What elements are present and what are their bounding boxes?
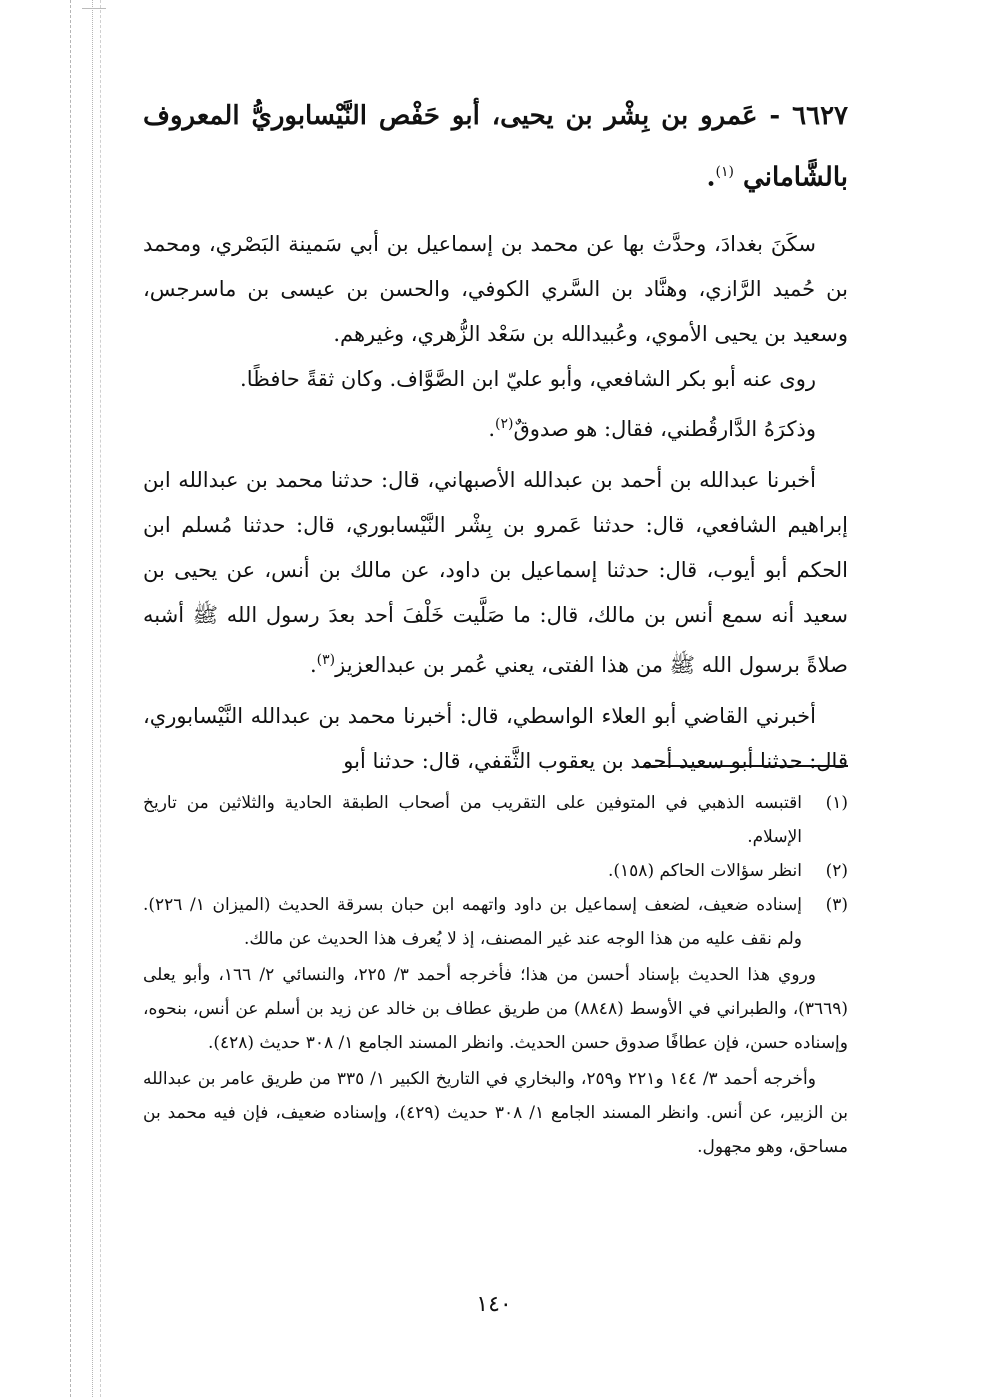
body-paragraph-5: أخبرني القاضي أبو العلاء الواسطي، قال: أخبرنا محمد بن عبدالله النَّيْسابوري، قال: حدثنا أبو سعيد أحمد بن يعقوب الثَّقفي، قال: حدثنا أبو bbox=[143, 703, 848, 773]
body-paragraph-3-end: . bbox=[488, 416, 496, 441]
scan-edge-line bbox=[70, 0, 71, 1397]
body-paragraph-2: روى عنه أبو بكر الشافعي، وأبو عليّ ابن الصَّوَّاف. وكان ثقةً حافظًا. bbox=[240, 366, 816, 391]
body-paragraph-3 bbox=[143, 402, 848, 452]
footnote-ref-2: (٢) bbox=[495, 415, 514, 432]
footnote-text: إسناده ضعيف، لضعف إسماعيل بن داود واتهمه ابن حبان بسرقة الحديث (الميزان ١/ ٢٢٦). ولم نقف عليه من هذا الوجه عند غير المصنف، إذ لا يُعرف هذا الحديث عن مالك. bbox=[143, 895, 802, 949]
footnote-3 bbox=[143, 888, 848, 956]
body-paragraph-4 bbox=[143, 458, 848, 688]
footnote-number: (٢) bbox=[825, 861, 848, 881]
footnote-ref-3: (٣) bbox=[316, 651, 336, 668]
footnote-1 bbox=[143, 786, 848, 854]
footnotes bbox=[143, 786, 848, 1164]
body-paragraph-1: سكَنَ بغدادَ، وحدَّث بها عن محمد بن إسماعيل بن أبي سَمينة البَصْري، ومحمد بن حُميد الرَّازي، وهنَّاد بن السَّري الكوفي، والحسن بن عيسى بن ماسرجس، وسعيد بن يحيى الأموي، وعُبيدالله بن سَعْد الزُّهري، وغيرهم. bbox=[143, 231, 848, 346]
main-text bbox=[143, 88, 848, 784]
page-number: ١٤٠ bbox=[476, 1292, 512, 1317]
footnote-2 bbox=[143, 854, 848, 888]
entry-heading-text: ٦٦٢٧ - عَمرو بن بِشْر بن يحيى، أبو حَفْص النَّيْسابوريُّ المعروف بالشَّاماني bbox=[143, 101, 848, 193]
entry-heading-end: . bbox=[706, 162, 716, 193]
body-paragraph-3-text: وذكرَهُ الدَّارقُطني، فقال: هو صدوقٌ bbox=[513, 416, 816, 441]
footnote-3-paragraph-2: وروي هذا الحديث بإسناد أحسن من هذا؛ فأخرجه أحمد ٣/ ٢٢٥، والنسائي ٢/ ١٦٦، وأبو يعلى (٣٦٦٩)، والطبراني في الأوسط (٨٨٤٨) من طريق عطاف بن خالد عن زيد بن أسلم عن أنس، بنحوه، وإسناده حسن، فإن عطافًا صدوق حسن الحديث. وانظر المسند الجامع ١/ ٣٠٨ حديث (٤٢٨). bbox=[143, 965, 848, 1053]
footnote-text: انظر سؤالات الحاكم (١٥٨). bbox=[608, 861, 802, 881]
footnote-number: (٣) bbox=[825, 895, 848, 915]
scan-edge-line bbox=[100, 0, 101, 1397]
scan-edge-tick bbox=[82, 8, 106, 9]
entry-heading bbox=[143, 88, 848, 206]
scan-edge-line bbox=[92, 0, 93, 1397]
footnote-text: اقتبسه الذهبي في المتوفين على التقريب من أصحاب الطبقة الحادية والثلاثين من تاريخ الإسلام. bbox=[143, 793, 802, 847]
footnote-ref-1: (١) bbox=[715, 164, 734, 180]
body-paragraph-4-text: أخبرنا عبدالله بن أحمد بن عبدالله الأصبهاني، قال: حدثنا محمد بن عبدالله ابن إبراهيم الشافعي، قال: حدثنا عَمرو بن بِشْر النَّيْسابوري، قال: حدثنا مُسلم ابن الحكم أبو أيوب، قال: حدثنا إسماعيل بن داود، عن مالك بن أنس، عن يحيى بن سعيد أنه سمع أنس بن مالك، قال: ما صَلَّيت خَلْفَ أحد بعدَ رسول الله ﷺ أشبه صلاةً برسول الله ﷺ من هذا الفتى، يعني عُمر بن عبدالعزيز bbox=[143, 467, 848, 677]
footnote-number: (١) bbox=[825, 793, 848, 813]
body-paragraph-4-end: . bbox=[309, 652, 317, 677]
footnote-3-paragraph-3: وأخرجه أحمد ٣/ ١٤٤ و٢٢١ و٢٥٩، والبخاري في التاريخ الكبير ١/ ٣٣٥ من طريق عامر بن عبدالله بن الزبير، عن أنس. وانظر المسند الجامع ١/ ٣٠٨ حديث (٤٢٩)، وإسناده ضعيف، فإن فيه محمد بن مساحق، وهو مجهول. bbox=[143, 1069, 848, 1157]
footnote-divider bbox=[643, 765, 848, 767]
